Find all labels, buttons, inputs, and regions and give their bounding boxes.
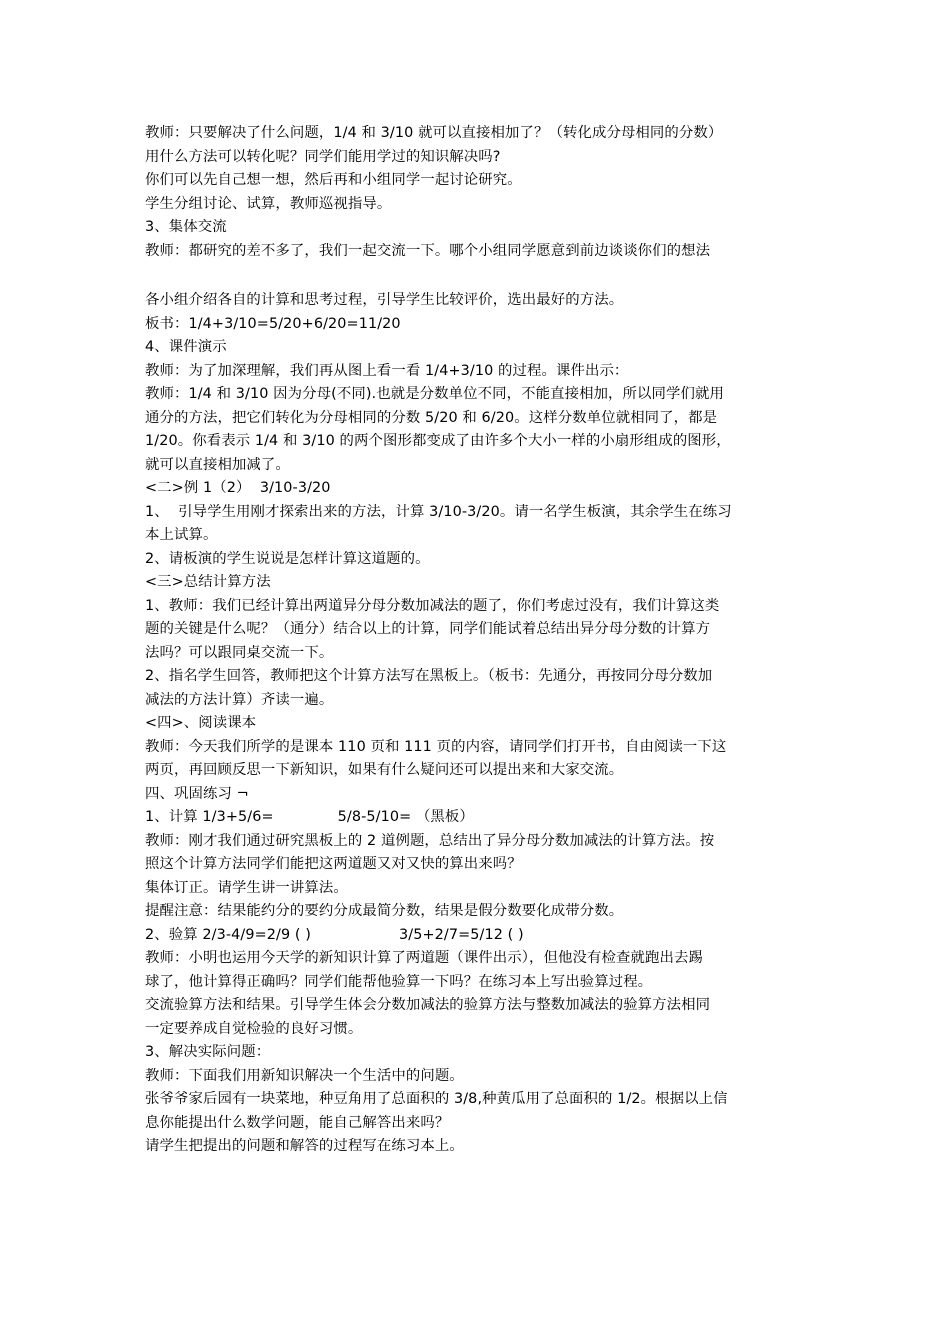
text-line: 教师：刚才我们通过研究黑板上的 2 道例题，总结出了异分母分数加减法的计算方法。按 (145, 832, 715, 849)
text-line: 各小组介绍各自的计算和思考过程，引导学生比较评价，选出最好的方法。 (145, 292, 624, 308)
text-line: 你们可以先自己想一想，然后再和小组同学一起讨论研究。 (145, 172, 522, 188)
text-line: 照这个计算方法同学们能把这两道题又对又快的算出来吗？ (145, 856, 522, 872)
board-writing: 板书：1/4+3/10=5/20+6/20=11/20 (145, 315, 401, 332)
text-line: 教师：都研究的差不多了，我们一起交流一下。哪个小组同学愿意到前边谈谈你们的想法 (145, 242, 711, 259)
text-line: 1、教师：我们已经计算出两道异分母分数加减法的题了，你们考虑过没有，我们计算这类 (145, 597, 720, 614)
document-body (145, 122, 810, 1159)
section-heading: 3、集体交流 (145, 219, 227, 235)
text-line: 减法的方法计算）齐读一遍。 (145, 691, 334, 708)
text-line: 教师：下面我们用新知识解决一个生活中的问题。 (145, 1067, 464, 1084)
text-line: 集体订正。请学生讲一讲算法。 (145, 879, 348, 896)
exercise-line-1 (145, 806, 810, 830)
section-heading: <三>总结计算方法 (145, 574, 271, 590)
text-line: 题的关键是什么呢？（通分）结合以上的计算，同学们能试着总结出异分母分数的计算方 (145, 621, 711, 637)
text-line: 张爷爷家后园有一块菜地，种豆角用了总面积的 3/8,种黄瓜用了总面积的 1/2。根据以上信 (145, 1091, 728, 1107)
text-line: 两页，再回顾反思一下新知识，如果有什么疑问还可以提出来和大家交流。 (145, 762, 624, 778)
text-line: 教师：小明也运用今天学的新知识计算了两道题（课件出示），但他没有检查就跑出去踢 (145, 950, 703, 966)
blank-line (145, 263, 810, 289)
text-line: 1、 引导学生用刚才探索出来的方法，计算 3/10-3/20。请一名学生板演，其余学生在练习 (145, 503, 732, 520)
text-line: 通分的方法，把它们转化为分母相同的分数 5/20 和 6/20。这样分数单位就相同了，都是 (145, 409, 718, 426)
text-line: 2、请板演的学生说说是怎样计算这道题的。 (145, 550, 430, 567)
text-line: 用什么方法可以转化呢？同学们能用学过的知识解决吗? (145, 148, 501, 165)
text-line: 1/20。你看表示 1/4 和 3/10 的两个图形都变成了由许多个大小一样的小扇形组成的图形， (145, 433, 731, 449)
text-line: 教师：今天我们所学的是课本 110 页和 111 页的内容，请同学们打开书，自由阅读一下这 (145, 738, 727, 755)
section-heading: 四、巩固练习 ¬ (145, 785, 249, 802)
exercise-2-left: 2、验算 2/3-4/9=2/9 ( ) (145, 926, 312, 943)
section-heading: 4、课件演示 (145, 339, 227, 355)
text-line: 教师：为了加深理解，我们再从图上看一看 1/4+3/10 的过程。课件出示： (145, 362, 629, 379)
text-line: 就可以直接相加减了。 (145, 456, 290, 473)
text-line: 交流验算方法和结果。引导学生体会分数加减法的验算方法与整数加减法的验算方法相同 (145, 997, 711, 1013)
text-line: 提醒注意：结果能约分的要约分成最简分数，结果是假分数要化成带分数。 (145, 903, 624, 919)
text-line: 教师：1/4 和 3/10 因为分母(不同).也就是分数单位不同，不能直接相加，所以同学们就用 (145, 386, 724, 402)
text-line: 学生分组讨论、试算，教师巡视指导。 (145, 195, 392, 212)
text-line: 球了，他计算得正确吗？同学们能帮他验算一下吗？在练习本上写出验算过程。 (145, 973, 653, 990)
exercise-1-left: 1、计算 1/3+5/6= (145, 809, 274, 825)
text-line: 息你能提出什么数学问题，能自己解答出来吗？ (145, 1114, 450, 1131)
exercise-1-right: 5/8-5/10= （黑板） (337, 809, 474, 825)
section-heading: 3、解决实际问题： (145, 1044, 271, 1060)
exercise-2-right: 3/5+2/7=5/12 ( ) (399, 926, 524, 943)
exercise-line-2 (145, 924, 810, 948)
section-heading: <四>、阅读课本 (145, 715, 257, 731)
text-line: 一定要养成自觉检验的良好习惯。 (145, 1020, 363, 1037)
text-line: 请学生把提出的问题和解答的过程写在练习本上。 (145, 1138, 464, 1154)
text-line: 教师：只要解决了什么问题，1/4 和 3/10 就可以直接相加了？（转化成分母相同的分数） (145, 125, 723, 141)
text-line: 2、指名学生回答，教师把这个计算方法写在黑板上。（板书：先通分，再按同分母分数加 (145, 668, 713, 684)
text-line: 本上试算。 (145, 527, 218, 543)
section-heading: <二>例 1（2） 3/10-3/20 (145, 480, 331, 496)
text-line: 法吗？可以跟同桌交流一下。 (145, 644, 334, 661)
